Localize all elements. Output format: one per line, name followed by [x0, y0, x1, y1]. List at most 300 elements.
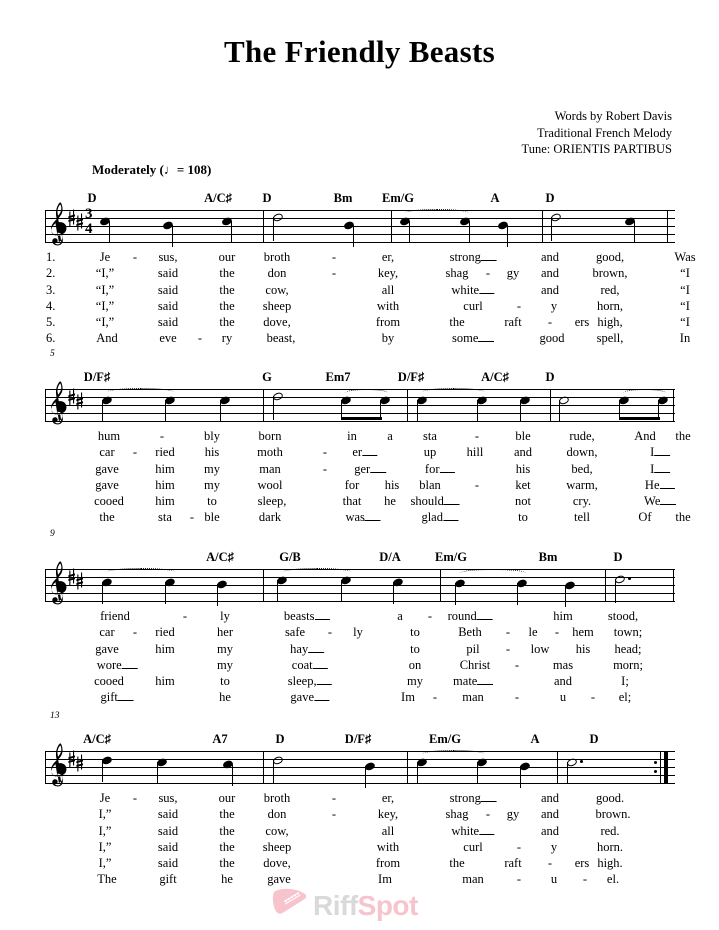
lyric-syllable: ly: [353, 625, 363, 640]
repeat-dot: [654, 761, 657, 764]
lyric-syllable: In: [679, 331, 691, 346]
lyric-syllable: broth: [263, 250, 291, 264]
chord-symbol: D/A: [379, 550, 401, 564]
lyric-syllable: cow,: [265, 282, 289, 297]
lyric-syllable: should: [411, 494, 460, 509]
lyric-syllable: strong: [450, 791, 497, 806]
lyric-syllable: the: [219, 807, 235, 822]
lyric-hyphen: -: [516, 298, 522, 313]
verse-number: 1.: [46, 250, 56, 264]
lyric-syllable: the: [675, 510, 691, 525]
barline: [263, 751, 264, 784]
lyric-syllable: to: [410, 641, 420, 656]
lyric-syllable: for: [425, 462, 455, 477]
lyric-hyphen: -: [331, 807, 337, 822]
lyric-syllable: “I,”: [95, 266, 115, 281]
lyric-line: [45, 250, 696, 266]
lyric-syllable: I: [650, 462, 670, 477]
lyric-syllable: his: [204, 445, 220, 460]
lyric-syllable: said: [157, 807, 179, 822]
lyric-syllable: cooed: [94, 674, 124, 689]
barline: [407, 751, 408, 784]
lyric-syllable: We: [644, 494, 676, 509]
time-signature-bottom: 4: [85, 221, 93, 237]
lyric-hyphen: -: [331, 791, 337, 805]
lyric-syllable: him: [553, 609, 573, 623]
lyric-syllable: shag: [445, 266, 469, 281]
lyric-line: [45, 807, 675, 823]
barline: [557, 751, 558, 784]
lyric-syllable: a: [397, 609, 403, 623]
lyric-hyphen: -: [327, 625, 333, 640]
lyric-syllable: er,: [381, 250, 395, 264]
lyric-syllable: the: [219, 315, 235, 330]
lyrics-block-1: [45, 250, 696, 348]
staff-line: [45, 413, 675, 414]
barline: [45, 210, 46, 243]
staff-line: [45, 421, 675, 422]
lyric-syllable: ers: [574, 315, 590, 330]
chord-symbol: G/B: [279, 550, 301, 564]
lyric-hyphen: -: [474, 477, 480, 492]
lyric-syllable: the: [219, 298, 235, 313]
lyric-hyphen: -: [554, 625, 560, 640]
lyric-syllable: He: [645, 478, 675, 493]
lyrics-block-3: [45, 609, 675, 707]
lyric-syllable: said: [157, 298, 179, 313]
lyric-syllable: wool: [257, 477, 283, 492]
music-system-3: [45, 529, 675, 707]
lyric-syllable: le: [528, 625, 538, 640]
lyric-syllable: ble: [204, 510, 220, 525]
lyric-syllable: brown,: [592, 266, 628, 281]
lyric-syllable: Was: [674, 250, 696, 264]
lyric-syllable: low: [530, 641, 550, 656]
lyric-syllable: y: [550, 298, 558, 313]
melisma-extender: [654, 463, 670, 473]
lyric-line: [45, 856, 675, 872]
barline-thick: [664, 751, 668, 784]
time-signature-top: 3: [85, 206, 93, 222]
barline: [673, 389, 674, 422]
lyric-syllable: in: [347, 429, 357, 443]
lyric-syllable: horn,: [596, 298, 624, 313]
lyric-syllable: gy: [506, 266, 520, 281]
lyric-syllable: raft: [504, 856, 522, 871]
lyric-syllable: with: [376, 298, 400, 313]
lyric-line: [45, 298, 690, 315]
lyric-syllable: moth: [257, 445, 283, 460]
lyric-syllable: er,: [381, 791, 395, 805]
melisma-extender: [362, 446, 378, 456]
music-system-4: [45, 711, 675, 889]
lyric-hyphen: -: [427, 609, 433, 623]
lyric-syllable: shag: [445, 807, 469, 822]
slur: [107, 388, 174, 396]
staff-line: [45, 577, 675, 578]
lyric-syllable: beast,: [266, 331, 296, 346]
lyric-syllable: I,”: [98, 839, 112, 854]
lyric-syllable: to: [220, 674, 230, 689]
lyric-syllable: “I: [680, 298, 690, 313]
lyric-syllable: sus,: [158, 250, 178, 264]
lyric-syllable: to: [207, 494, 217, 509]
lyric-line: [45, 791, 675, 807]
lyric-syllable: blan: [419, 477, 441, 492]
melisma-extender: [439, 463, 455, 473]
lyric-hyphen: -: [590, 690, 596, 705]
lyric-syllable: his: [384, 477, 400, 492]
lyric-syllable: head;: [614, 641, 642, 656]
chord-symbol: Em/G: [382, 191, 414, 205]
lyric-hyphen: -: [132, 445, 138, 460]
melisma-extender: [660, 495, 676, 505]
melisma-extender: [308, 643, 324, 653]
lyrics-block-2: [45, 429, 691, 527]
lyric-syllable: born: [258, 429, 282, 443]
lyric-hyphen: -: [182, 609, 188, 623]
lyric-syllable: “I,”: [95, 282, 115, 297]
lyric-syllable: Beth: [458, 625, 482, 640]
repeat-dot: [654, 770, 657, 773]
lyric-syllable: that: [342, 494, 362, 509]
lyric-syllable: don: [267, 807, 287, 822]
lyric-hyphen: -: [485, 807, 491, 822]
lyric-syllable: gave: [95, 461, 119, 476]
lyric-syllable: broth: [263, 791, 291, 805]
credit-line-tune: Tune: ORIENTIS PARTIBUS: [521, 142, 672, 156]
lyric-line: [45, 658, 675, 674]
slur: [107, 568, 175, 576]
lyric-syllable: and: [513, 445, 533, 460]
chord-row-2: [45, 365, 675, 385]
lyric-syllable: “I: [680, 266, 690, 281]
barline: [542, 210, 543, 243]
time-signature: [85, 207, 93, 237]
lyric-syllable: Christ: [459, 657, 491, 672]
lyric-syllable: morn;: [613, 657, 643, 672]
lyric-syllable: his: [575, 641, 591, 656]
staff-line: [45, 397, 675, 398]
lyric-syllable: el.: [606, 872, 620, 887]
lyric-syllable: cow,: [265, 823, 289, 838]
chord-symbol: A/C♯: [83, 732, 111, 746]
quarter-note-icon: ♩: [163, 162, 177, 177]
lyric-syllable: high.: [597, 856, 623, 871]
lyric-hyphen: -: [432, 690, 438, 705]
tempo-text: Moderately: [92, 162, 157, 177]
lyric-syllable: ry: [221, 331, 233, 346]
chord-symbol: A/C♯: [206, 550, 234, 564]
lyric-syllable: and: [553, 674, 573, 689]
lyric-hyphen: -: [322, 445, 328, 460]
lyric-line: [45, 462, 675, 478]
music-system-2: [45, 349, 691, 527]
lyric-syllable: the: [219, 823, 235, 838]
lyric-line: [45, 690, 675, 706]
staff-line: [45, 751, 675, 752]
lyric-syllable: her: [217, 625, 233, 640]
logo-spot-text: Spot: [357, 890, 418, 921]
lyric-syllable: our: [218, 791, 236, 805]
tempo-open-paren: (: [159, 162, 164, 177]
lyric-syllable: gave: [95, 477, 119, 492]
lyric-line: [45, 429, 691, 445]
melisma-extender: [481, 792, 497, 802]
lyric-hyphen: -: [322, 461, 328, 476]
barline: [440, 569, 441, 602]
lyric-syllable: u: [559, 690, 567, 705]
barline: [391, 210, 392, 243]
slur: [283, 568, 351, 576]
lyric-syllable: the: [675, 429, 691, 443]
chord-symbol: D: [275, 732, 285, 746]
barline: [45, 569, 46, 602]
lyric-syllable: and: [540, 266, 560, 281]
lyric-syllable: with: [376, 839, 400, 854]
lyric-syllable: “I: [680, 282, 690, 297]
lyric-hyphen: -: [582, 872, 588, 887]
melisma-extender: [314, 691, 330, 701]
barline: [407, 389, 408, 422]
beam: [341, 417, 382, 420]
staff-line: [45, 226, 675, 227]
lyric-syllable: the: [219, 266, 235, 281]
lyric-syllable: some: [452, 331, 494, 346]
melisma-extender: [477, 610, 493, 620]
lyric-syllable: ger: [354, 462, 386, 477]
chord-symbol: D/F♯: [83, 370, 111, 384]
chord-symbol: D: [545, 191, 555, 205]
lyric-hyphen: -: [514, 657, 520, 672]
lyric-syllable: dark: [258, 510, 282, 525]
lyric-syllable: sta: [158, 510, 172, 525]
staff-line: [45, 405, 675, 406]
key-signature-sharps-icon: [68, 384, 84, 424]
slur: [405, 209, 469, 217]
lyric-syllable: sleep,: [257, 494, 287, 509]
lyric-hyphen: -: [159, 429, 165, 443]
lyric-syllable: down,: [566, 445, 598, 460]
lyric-syllable: mas: [552, 657, 574, 672]
barline: [667, 210, 668, 243]
lyric-hyphen: -: [189, 510, 195, 525]
guitar-pick-icon: [272, 888, 310, 924]
measure-number: 9: [50, 529, 55, 539]
melisma-extender: [122, 659, 138, 669]
chord-symbol: D: [613, 550, 623, 564]
lyric-syllable: he: [221, 872, 233, 887]
lyric-syllable: sta: [423, 429, 437, 443]
lyric-syllable: ket: [515, 477, 531, 492]
chord-symbol: A: [490, 191, 500, 205]
lyric-syllable: he: [219, 690, 231, 705]
lyric-hyphen: -: [331, 266, 337, 281]
lyric-syllable: said: [157, 823, 179, 838]
melisma-extender: [654, 446, 670, 456]
melisma-extender: [118, 691, 134, 701]
verse-number: 6.: [46, 331, 56, 346]
lyric-syllable: I: [650, 445, 670, 460]
lyric-syllable: eve: [159, 331, 177, 346]
lyric-syllable: and: [540, 791, 560, 805]
barline: [45, 389, 46, 422]
lyric-syllable: hill: [466, 445, 484, 460]
lyric-syllable: all: [381, 823, 395, 838]
tempo-bpm: = 108: [176, 162, 208, 177]
staff-line: [45, 242, 675, 243]
lyric-line: [45, 494, 675, 510]
lyric-syllable: I,”: [98, 807, 112, 822]
lyric-line: [45, 840, 675, 856]
lyric-syllable: red,: [600, 282, 620, 297]
lyric-syllable: round: [448, 609, 493, 624]
lyric-syllable: key,: [377, 266, 399, 281]
chord-symbol: D/F♯: [397, 370, 425, 384]
lyric-syllable: horn.: [596, 839, 624, 854]
lyric-syllable: wore: [97, 658, 138, 673]
lyric-syllable: him: [155, 674, 175, 689]
lyric-syllable: safe: [284, 625, 306, 640]
lyric-syllable: bed,: [571, 461, 593, 476]
melisma-extender: [659, 479, 675, 489]
lyric-syllable: And: [96, 331, 118, 346]
melisma-extender: [313, 659, 329, 669]
music-system-1: [45, 186, 696, 348]
lyric-syllable: don: [267, 266, 287, 281]
lyric-syllable: ers: [574, 856, 590, 871]
chord-symbol: Bm: [538, 550, 558, 564]
key-signature-sharps-icon: [68, 205, 84, 245]
barline-thin: [660, 751, 661, 784]
lyric-syllable: stood,: [607, 609, 639, 623]
lyric-syllable: the: [219, 856, 235, 871]
lyric-syllable: said: [157, 282, 179, 297]
lyric-syllable: strong: [450, 250, 497, 265]
chord-row-3: [45, 545, 675, 565]
lyric-syllable: the: [449, 856, 465, 871]
slur: [345, 389, 388, 397]
lyric-syllable: the: [449, 315, 465, 330]
lyric-syllable: ried: [155, 625, 175, 640]
lyric-syllable: curl: [463, 839, 483, 854]
lyric-syllable: white: [451, 283, 494, 298]
lyric-syllable: his: [515, 461, 531, 476]
melisma-extender: [479, 825, 495, 835]
lyric-syllable: he: [384, 494, 396, 509]
lyric-hyphen: -: [331, 250, 337, 264]
lyric-syllable: town;: [613, 625, 643, 640]
lyric-syllable: all: [381, 282, 395, 297]
lyric-syllable: gift: [101, 690, 134, 705]
lyric-syllable: hem: [572, 625, 594, 640]
lyric-syllable: and: [540, 807, 560, 822]
slur: [460, 569, 526, 577]
lyric-syllable: The: [97, 872, 117, 887]
key-signature-sharps-icon: [68, 564, 84, 604]
lyric-syllable: the: [99, 510, 115, 525]
lyric-syllable: for: [344, 477, 360, 492]
staff-line: [45, 210, 675, 211]
lyric-syllable: bly: [204, 429, 220, 443]
lyric-hyphen: -: [516, 872, 522, 887]
chord-symbol: D: [545, 370, 555, 384]
lyric-line: [45, 609, 675, 625]
lyric-syllable: to: [518, 510, 528, 525]
lyric-syllable: Im: [378, 872, 392, 887]
melisma-extender: [444, 495, 460, 505]
lyric-syllable: ly: [220, 609, 230, 623]
barline: [605, 569, 606, 602]
riffspot-logo[interactable]: [272, 886, 452, 926]
lyric-syllable: him: [155, 461, 175, 476]
lyric-syllable: said: [157, 856, 179, 871]
lyric-line: [45, 266, 690, 282]
lyric-syllable: dove,: [263, 315, 291, 330]
lyric-syllable: key,: [377, 807, 399, 822]
staff-line: [45, 218, 675, 219]
chord-symbol: D: [589, 732, 599, 746]
melisma-extender: [477, 675, 493, 685]
lyric-syllable: by: [381, 331, 395, 346]
lyric-syllable: ried: [155, 445, 175, 460]
chord-symbol: D: [87, 191, 97, 205]
lyric-line: [45, 642, 675, 658]
tempo-marking: [92, 162, 211, 178]
lyric-syllable: my: [204, 477, 220, 492]
chord-symbol: D/F♯: [344, 732, 372, 746]
barline: [673, 569, 674, 602]
lyric-syllable: said: [157, 315, 179, 330]
melisma-extender: [478, 332, 494, 342]
lyric-syllable: my: [217, 641, 233, 656]
lyric-syllable: cooed: [94, 494, 124, 509]
lyric-syllable: “I,”: [95, 315, 115, 330]
lyric-syllable: and: [540, 823, 560, 838]
lyric-syllable: good,: [595, 250, 625, 264]
lyric-syllable: car: [99, 625, 115, 640]
lyric-syllable: good: [539, 331, 565, 346]
key-signature-sharps-icon: [68, 746, 84, 786]
lyric-syllable: up: [423, 445, 437, 460]
chord-symbol: Bm: [333, 191, 353, 205]
staff-4: [45, 751, 675, 785]
credits-block: [522, 108, 672, 158]
credit-line-words: Words by Robert Davis: [554, 109, 672, 123]
lyric-hyphen: -: [485, 266, 491, 281]
staff-2: [45, 389, 675, 423]
lyric-syllable: Im: [401, 690, 415, 705]
lyric-hyphen: -: [547, 856, 553, 871]
lyric-syllable: el;: [618, 690, 632, 705]
verse-number: 4.: [46, 298, 56, 313]
barline: [550, 389, 551, 422]
lyric-syllable: the: [219, 839, 235, 854]
lyric-syllable: him: [155, 477, 175, 492]
lyric-hyphen: -: [132, 791, 138, 805]
page-title: The Friendly Beasts: [224, 34, 495, 69]
staff-line: [45, 767, 675, 768]
barline: [263, 569, 264, 602]
lyric-syllable: said: [157, 266, 179, 281]
lyric-syllable: mate: [453, 674, 493, 689]
lyric-syllable: Je: [99, 791, 111, 805]
lyric-syllable: gave: [95, 641, 119, 656]
melisma-extender: [317, 675, 333, 685]
chord-symbol: A: [530, 732, 540, 746]
melisma-extender: [479, 284, 495, 294]
lyric-syllable: a: [387, 429, 393, 443]
